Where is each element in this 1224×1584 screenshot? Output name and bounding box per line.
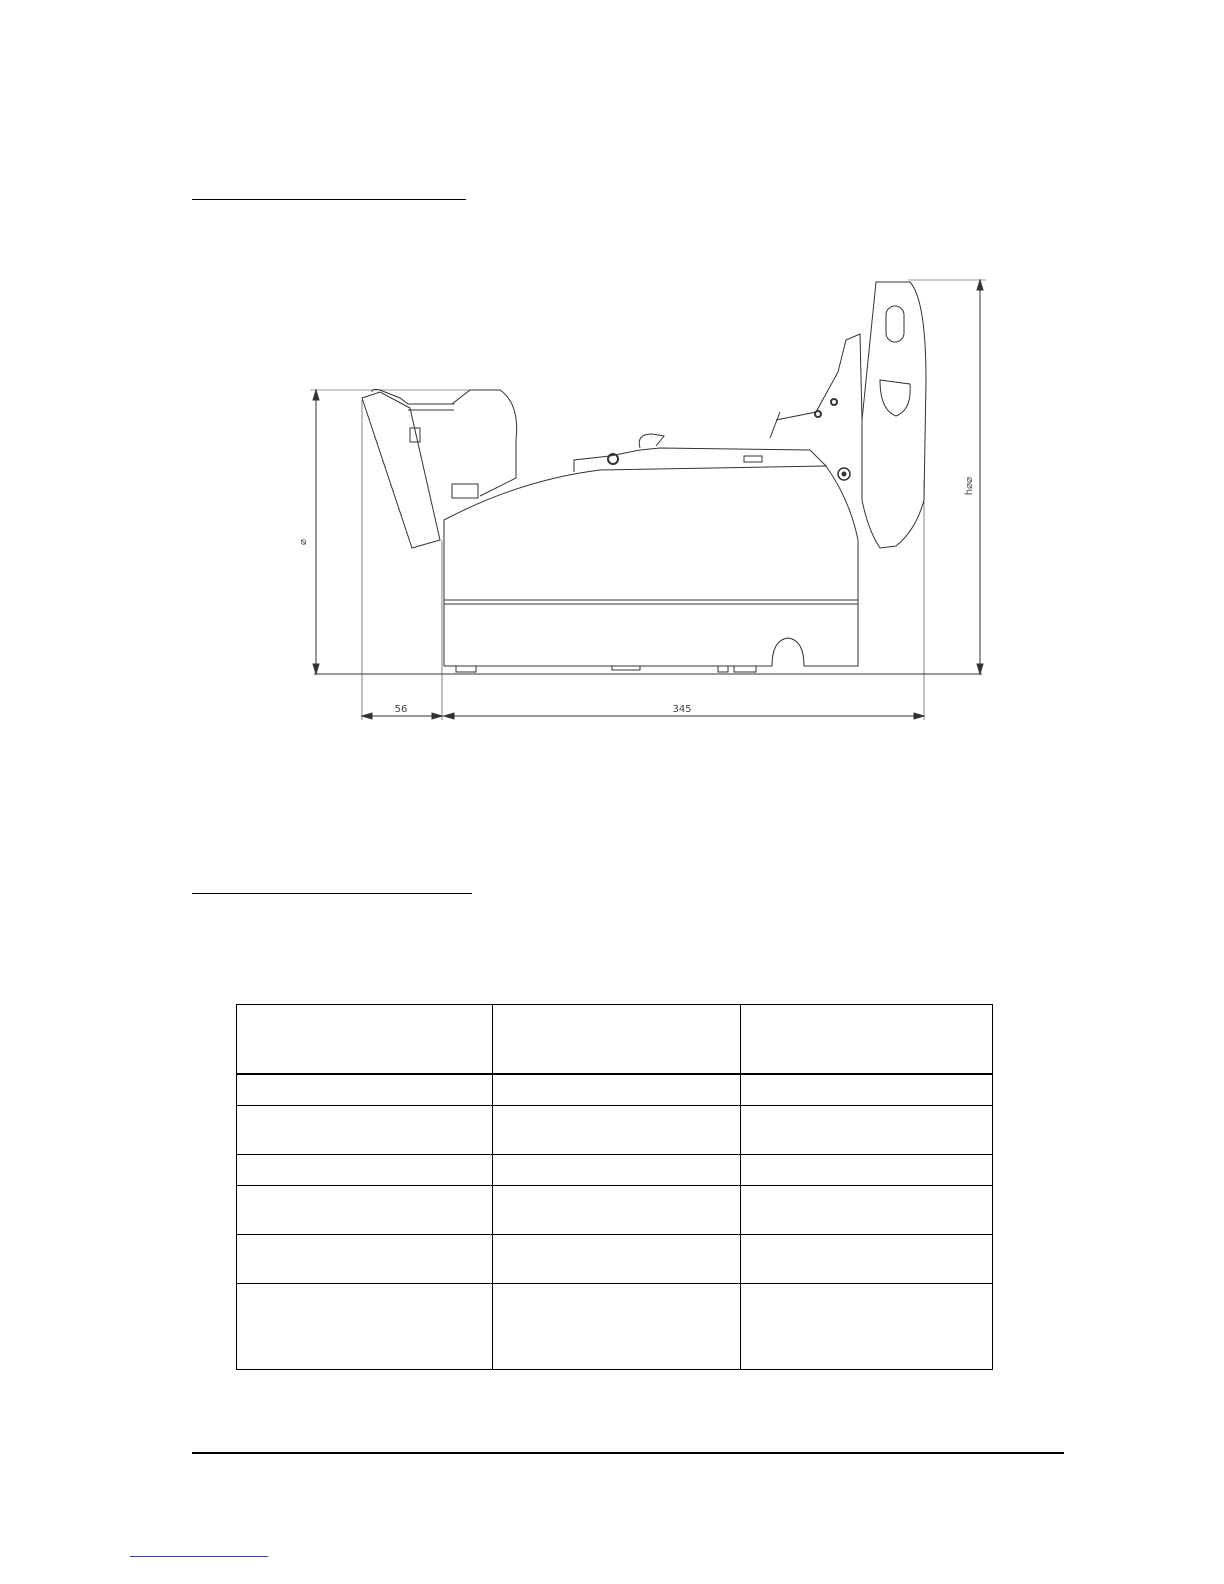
table-cell — [741, 1283, 993, 1369]
table-row — [237, 1074, 993, 1105]
table-row — [237, 1283, 993, 1369]
table-cell — [237, 1154, 493, 1185]
table-cell — [493, 1154, 741, 1185]
specification-table — [236, 1004, 993, 1370]
left-cover — [362, 392, 440, 548]
table-cell — [493, 1234, 741, 1283]
table-cell — [237, 1005, 493, 1075]
table-row — [237, 1154, 993, 1185]
table-cell — [237, 1105, 493, 1154]
table-cell — [741, 1005, 993, 1075]
footer-link-underline[interactable] — [130, 1556, 268, 1557]
table-cell — [493, 1074, 741, 1105]
section-heading-underline-2 — [192, 893, 472, 894]
table-cell — [237, 1234, 493, 1283]
table-cell — [741, 1105, 993, 1154]
table-cell — [493, 1005, 741, 1075]
table-header-row — [237, 1005, 993, 1075]
table-cell — [741, 1154, 993, 1185]
table-row — [237, 1105, 993, 1154]
table-row — [237, 1185, 993, 1234]
footer-rule — [192, 1452, 1064, 1454]
table-cell — [493, 1105, 741, 1154]
table-row — [237, 1234, 993, 1283]
printer-body-lower — [444, 600, 858, 666]
dimension-height-right: h⌀⌀ — [964, 476, 975, 496]
table-cell — [237, 1185, 493, 1234]
printer-body-upper — [444, 466, 858, 600]
table-cell — [741, 1074, 993, 1105]
table-cell — [741, 1234, 993, 1283]
dimension-width-left: 56 — [394, 704, 408, 715]
dimension-height-left: ⌀ — [298, 538, 309, 546]
table-cell — [237, 1283, 493, 1369]
table-cell — [741, 1185, 993, 1234]
dimension-width-main: 345 — [672, 704, 692, 715]
table-cell — [493, 1283, 741, 1369]
table-cell — [493, 1185, 741, 1234]
table-cell — [237, 1074, 493, 1105]
